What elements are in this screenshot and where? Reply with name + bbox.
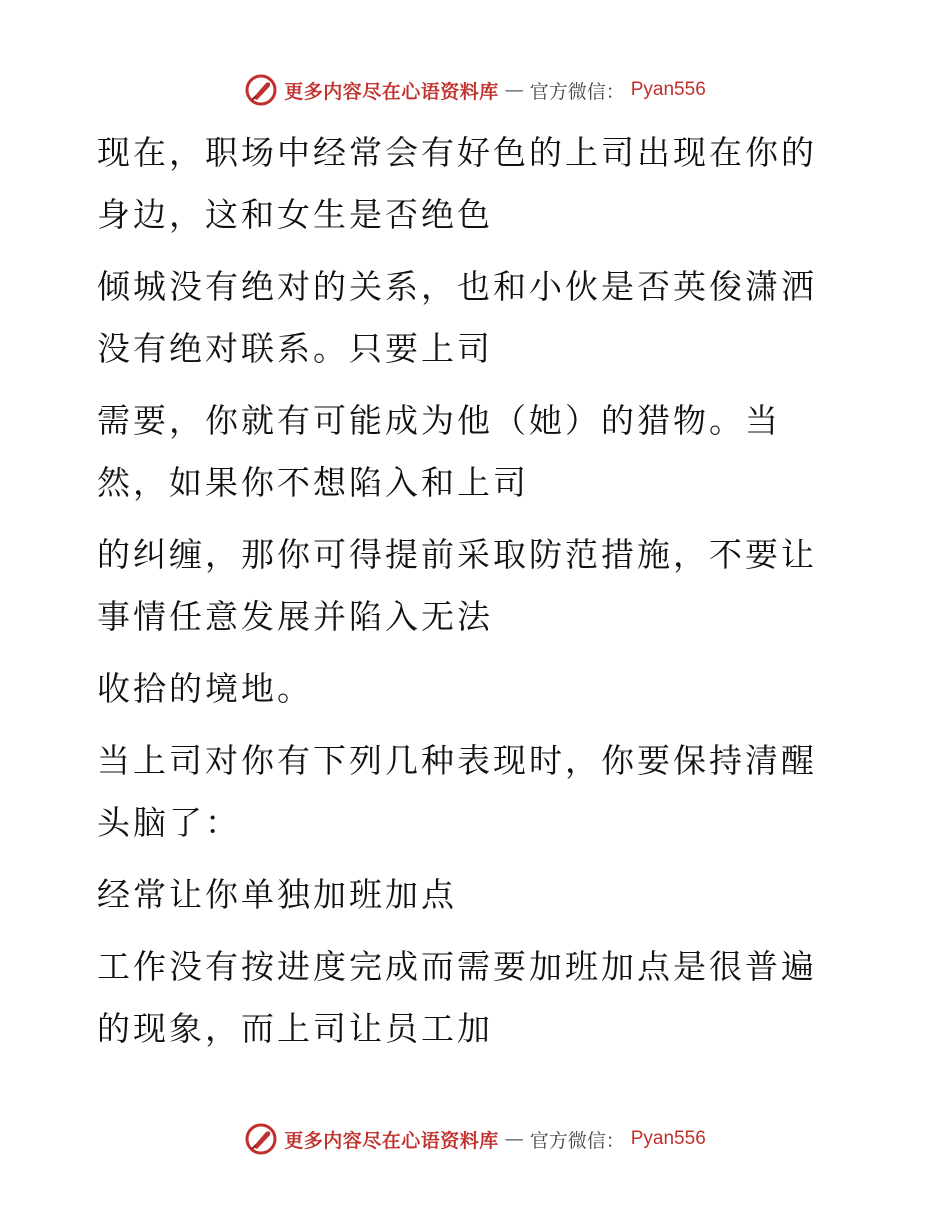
footer-banner	[0, 1117, 950, 1161]
feather-pen-logo-icon	[244, 73, 278, 107]
paragraph: 现在，职场中经常会有好色的上司出现在你的身边，这和女生是否绝色	[97, 133, 817, 234]
banner-wechat-label: 官方微信：	[529, 1129, 625, 1152]
banner-site-name: 更多内容尽在心语资料库	[284, 80, 499, 103]
paragraph: 的纠缠，那你可得提前采取防范措施，不要让事情任意发展并陷入无法	[97, 535, 817, 636]
banner-dash: —	[504, 79, 524, 101]
document-body	[97, 122, 837, 1070]
banner-wechat-id: Pyan556	[630, 79, 706, 100]
paragraph: 需要，你就有可能成为他（她）的猎物。当然，如果你不想陷入和上司	[97, 401, 781, 502]
banner-dash: —	[504, 1128, 524, 1150]
paragraph: 收拾的境地。	[97, 669, 313, 708]
paragraph: 工作没有按进度完成而需要加班加点是很普遍的现象，而上司让员工加	[97, 947, 817, 1048]
banner-wechat-label: 官方微信：	[529, 80, 625, 103]
feather-pen-logo-icon	[244, 1122, 278, 1156]
header-banner	[0, 68, 950, 112]
paragraph: 倾城没有绝对的关系，也和小伙是否英俊潇洒没有绝对联系。只要上司	[97, 267, 817, 368]
paragraph: 经常让你单独加班加点	[97, 875, 457, 914]
paragraph: 当上司对你有下列几种表现时，你要保持清醒头脑了：	[97, 741, 817, 842]
banner-wechat-id: Pyan556	[630, 1128, 706, 1149]
banner-site-name: 更多内容尽在心语资料库	[284, 1129, 499, 1152]
